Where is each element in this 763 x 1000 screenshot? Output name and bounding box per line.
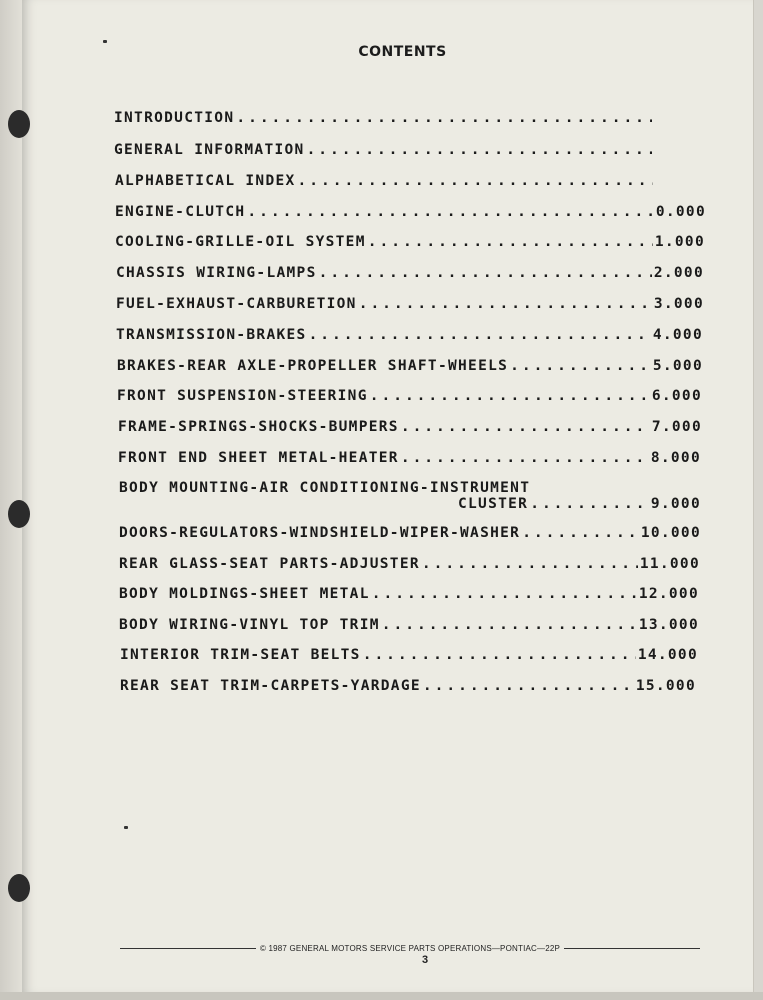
- toc-entry-label: FRONT SUSPENSION-STEERING: [117, 388, 368, 404]
- toc-entry: [114, 108, 654, 128]
- toc-entry-label: ENGINE-CLUTCH: [115, 204, 246, 220]
- toc-entry-number: 6.000: [651, 388, 702, 404]
- toc-entry: [118, 448, 701, 468]
- toc-entry: [117, 386, 702, 406]
- toc-entry-label: FRAME-SPRINGS-SHOCKS-BUMPERS: [118, 419, 399, 435]
- toc-dot-leader: [309, 325, 651, 345]
- toc-dot-leader: [372, 584, 637, 604]
- toc-entry-label: GENERAL INFORMATION: [114, 142, 305, 158]
- toc-entry-label-line1: BODY MOUNTING-AIR CONDITIONING-INSTRUMENT: [119, 480, 531, 496]
- toc-dot-leader: [368, 232, 653, 252]
- toc-entry: [117, 356, 703, 376]
- toc-entry: [119, 584, 699, 604]
- toc-entry-label: REAR GLASS-SEAT PARTS-ADJUSTER: [119, 556, 420, 572]
- toc-entry-label: CHASSIS WIRING-LAMPS: [116, 265, 317, 281]
- print-speck: [103, 40, 107, 43]
- toc-entry: [458, 494, 701, 514]
- toc-entry-number: 3.000: [653, 296, 704, 312]
- copyright-footer: [120, 944, 700, 953]
- toc-dot-leader: [530, 494, 649, 514]
- toc-entry-number: 9.000: [650, 496, 701, 512]
- toc-entry: [119, 523, 701, 543]
- binder-hole-middle: [8, 500, 30, 528]
- toc-entry-label: ALPHABETICAL INDEX: [115, 173, 296, 189]
- toc-dot-leader: [522, 523, 639, 543]
- page-title: CONTENTS: [358, 44, 447, 60]
- toc-dot-leader: [298, 171, 653, 191]
- toc-dot-leader: [370, 386, 650, 406]
- toc-dot-leader: [382, 615, 637, 635]
- toc-entry: [119, 554, 700, 574]
- toc-entry: [114, 140, 654, 160]
- toc-entry-number: 15.000: [635, 678, 696, 694]
- toc-entry-number: 14.000: [637, 647, 698, 663]
- toc-entry-number: 4.000: [652, 327, 703, 343]
- toc-dot-leader: [359, 294, 652, 314]
- toc-entry-number: 13.000: [638, 617, 699, 633]
- toc-entry-number: 0.000: [655, 204, 706, 220]
- page-bottom-edge: [0, 992, 763, 1000]
- toc-dot-leader: [401, 448, 649, 468]
- toc-entry: [120, 676, 696, 696]
- toc-dot-leader: [422, 554, 638, 574]
- toc-entry: [116, 294, 704, 314]
- toc-dot-leader: [510, 356, 651, 376]
- toc-entry-number: 10.000: [640, 525, 701, 541]
- toc-entry: [116, 263, 704, 283]
- footer-rule-right: [564, 948, 700, 949]
- toc-entry-number: 12.000: [638, 586, 699, 602]
- toc-entry: [119, 615, 699, 635]
- toc-entry-number: 8.000: [650, 450, 701, 466]
- page-number: 3: [421, 954, 429, 966]
- toc-entry: [115, 202, 706, 222]
- toc-entry: [120, 645, 698, 665]
- toc-entry: [118, 417, 702, 437]
- toc-entry-label: INTERIOR TRIM-SEAT BELTS: [120, 647, 361, 663]
- toc-entry-label: FRONT END SHEET METAL-HEATER: [118, 450, 399, 466]
- binder-hole-top: [8, 110, 30, 138]
- toc-dot-leader: [423, 676, 634, 696]
- footer-rule-left: [120, 948, 256, 949]
- toc-entry-label: DOORS-REGULATORS-WINDSHIELD-WIPER-WASHER: [119, 525, 521, 541]
- toc-dot-leader: [236, 108, 652, 128]
- copyright-text: © 1987 GENERAL MOTORS SERVICE PARTS OPERATIONS—PONTIAC—22P: [259, 944, 561, 953]
- toc-entry-label: FUEL-EXHAUST-CARBURETION: [116, 296, 357, 312]
- toc-entry-number: 2.000: [653, 265, 704, 281]
- toc-dot-leader: [401, 417, 650, 437]
- toc-entry: [116, 325, 703, 345]
- toc-entry-label: REAR SEAT TRIM-CARPETS-YARDAGE: [120, 678, 421, 694]
- toc-dot-leader: [247, 202, 653, 222]
- toc-entry-label-line2: CLUSTER: [458, 496, 529, 512]
- toc-entry-number: 1.000: [654, 234, 705, 250]
- toc-dot-leader: [363, 645, 636, 665]
- toc-dot-leader: [319, 263, 652, 283]
- toc-entry: [115, 171, 655, 191]
- toc-entry-label: BODY MOLDINGS-SHEET METAL: [119, 586, 370, 602]
- binder-hole-bottom: [8, 874, 30, 902]
- toc-entry: [115, 232, 705, 252]
- toc-entry-number: 5.000: [652, 358, 703, 374]
- toc-entry-label: BRAKES-REAR AXLE-PROPELLER SHAFT-WHEELS: [117, 358, 509, 374]
- toc-dot-leader: [307, 140, 652, 160]
- toc-entry-label: COOLING-GRILLE-OIL SYSTEM: [115, 234, 366, 250]
- toc-entry-label: BODY WIRING-VINYL TOP TRIM: [119, 617, 380, 633]
- toc-entry-label: INTRODUCTION: [114, 110, 235, 126]
- print-speck: [124, 826, 128, 829]
- toc-entry-number: 7.000: [651, 419, 702, 435]
- toc-entry-label: TRANSMISSION-BRAKES: [116, 327, 307, 343]
- toc-entry-number: 11.000: [639, 556, 700, 572]
